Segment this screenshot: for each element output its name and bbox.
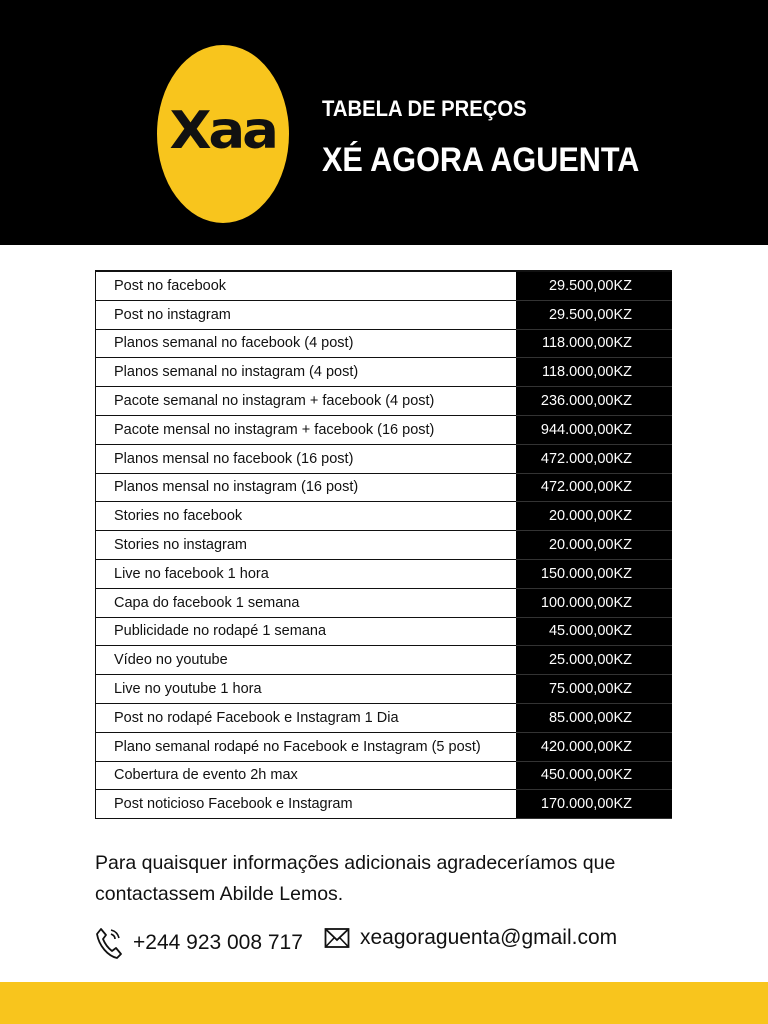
price-row — [96, 502, 673, 531]
price-row — [96, 531, 673, 560]
price-row — [96, 444, 673, 473]
service-name: Planos semanal no instagram (4 post) — [96, 358, 517, 387]
service-price: 29.500,00KZ — [516, 271, 672, 300]
service-name: Stories no instagram — [96, 531, 517, 560]
header-banner — [0, 0, 768, 245]
price-row — [96, 358, 673, 387]
service-price: 118.000,00KZ — [516, 329, 672, 358]
service-price: 118.000,00KZ — [516, 358, 672, 387]
brand-logo — [157, 45, 289, 223]
service-price: 20.000,00KZ — [516, 502, 672, 531]
service-price: 420.000,00KZ — [516, 732, 672, 761]
price-row — [96, 790, 673, 819]
price-row — [96, 387, 673, 416]
service-price: 45.000,00KZ — [516, 617, 672, 646]
email-contact[interactable] — [324, 926, 617, 950]
service-name: Vídeo no youtube — [96, 646, 517, 675]
logo-text: Xaa — [169, 101, 277, 161]
info-note: Para quaisquer informações adicionais agradeceríamos que contactassem Abilde Lemos. — [95, 852, 616, 905]
service-price: 25.000,00KZ — [516, 646, 672, 675]
service-name: Live no facebook 1 hora — [96, 559, 517, 588]
price-row — [96, 300, 673, 329]
service-name: Planos mensal no instagram (16 post) — [96, 473, 517, 502]
service-price: 944.000,00KZ — [516, 415, 672, 444]
phone-number[interactable]: +244 923 008 717 — [133, 931, 303, 954]
service-name: Planos semanal no facebook (4 post) — [96, 329, 517, 358]
service-price: 75.000,00KZ — [516, 675, 672, 704]
service-price: 450.000,00KZ — [516, 761, 672, 790]
envelope-icon — [324, 927, 350, 949]
service-name: Plano semanal rodapé no Facebook e Instagram (5 post) — [96, 732, 517, 761]
page-title: XÉ AGORA AGUENTA — [322, 141, 640, 179]
service-name: Stories no facebook — [96, 502, 517, 531]
service-name: Pacote semanal no instagram + facebook (4 post) — [96, 387, 517, 416]
footer-bar — [0, 982, 768, 1024]
page-subtitle: TABELA DE PREÇOS — [322, 96, 527, 121]
price-row — [96, 617, 673, 646]
service-price: 20.000,00KZ — [516, 531, 672, 560]
price-row — [96, 329, 673, 358]
service-price: 472.000,00KZ — [516, 444, 672, 473]
price-table — [95, 270, 672, 819]
service-price: 236.000,00KZ — [516, 387, 672, 416]
price-row — [96, 761, 673, 790]
price-row — [96, 415, 673, 444]
price-row — [96, 473, 673, 502]
service-name: Capa do facebook 1 semana — [96, 588, 517, 617]
price-row — [96, 271, 673, 300]
service-name: Live no youtube 1 hora — [96, 675, 517, 704]
price-row — [96, 703, 673, 732]
price-row — [96, 675, 673, 704]
service-price: 100.000,00KZ — [516, 588, 672, 617]
price-row — [96, 646, 673, 675]
service-price: 85.000,00KZ — [516, 703, 672, 732]
service-name: Post noticioso Facebook e Instagram — [96, 790, 517, 819]
service-name: Post no instagram — [96, 300, 517, 329]
service-name: Publicidade no rodapé 1 semana — [96, 617, 517, 646]
service-name: Pacote mensal no instagram + facebook (16 post) — [96, 415, 517, 444]
price-row — [96, 559, 673, 588]
phone-icon — [95, 926, 123, 960]
phone-contact[interactable] — [95, 926, 303, 960]
price-row — [96, 588, 673, 617]
service-price: 150.000,00KZ — [516, 559, 672, 588]
service-name: Post no facebook — [96, 271, 517, 300]
service-price: 472.000,00KZ — [516, 473, 672, 502]
service-price: 29.500,00KZ — [516, 300, 672, 329]
service-name: Planos mensal no facebook (16 post) — [96, 444, 517, 473]
service-name: Post no rodapé Facebook e Instagram 1 Dia — [96, 703, 517, 732]
price-row — [96, 732, 673, 761]
service-name: Cobertura de evento 2h max — [96, 761, 517, 790]
email-address[interactable]: xeagoraguenta@gmail.com — [360, 926, 618, 949]
service-price: 170.000,00KZ — [516, 790, 672, 819]
